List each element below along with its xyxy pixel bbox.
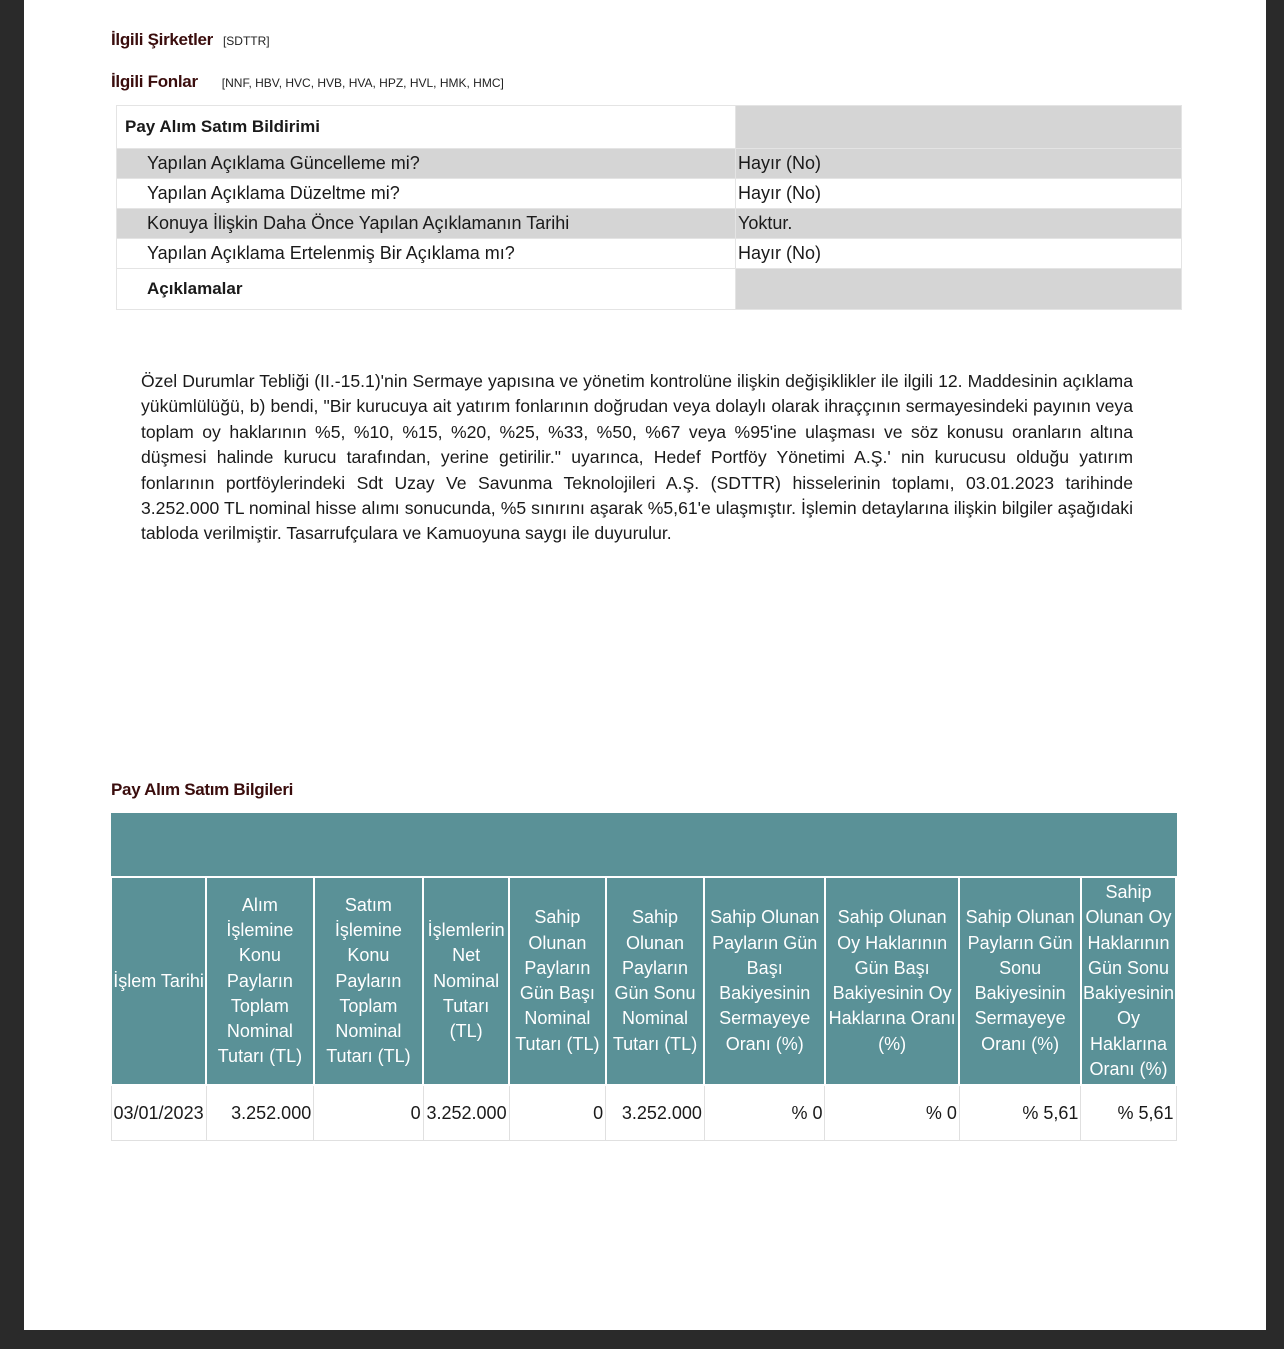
explanation-text: Özel Durumlar Tebliği (II.-15.1)'nin Sermaye yapısına ve yönetim kontrolüne ilişkin değişiklikler ile ilgili 12. Maddesinin açıklama yükümlülüğü, b) bendi, "Bir kurucuya ait yatırım fonlarının doğrudan veya dolaylı olarak ihraççının sermayesindeki payının veya toplam oy haklarının %5, %10, %15, %20, %25, %33, %50, %67 veya %95'ine ulaşması ve söz konusu oranların altına düşmesi halinde kurucu tarafından, yerine getirilir." uyarınca, Hedef Portföy Yönetimi A.Ş.' nin kurucusu olduğu yatırım fonlarının portföylerindeki Sdt Uzay Ve Savunma Teknolojileri A.Ş. (SDTTR) hisselerinin toplamı, 03.01.2023 tarihinde 3.252.000 TL nominal hisse alımı sonucunda, %5 sınırını aşarak %5,61'e ulaşmıştır. İşlemin detaylarına ilişkin bilgiler aşağıdaki tabloda verilmiştir. Tasarrufçulara ve Kamuoyuna saygı ile duyurulur. <box>141 371 1133 544</box>
notice-answer: Yoktur. <box>736 209 1182 239</box>
col-header: İşlem Tarihi <box>111 877 206 1085</box>
notice-row <box>117 179 1182 209</box>
notice-question: Yapılan Açıklama Düzeltme mi? <box>117 179 736 209</box>
table-row <box>111 1085 1176 1141</box>
col-header: Sahip Olunan Oy Haklarının Gün Sonu Bakiyesinin Oy Haklarına Oranı (%) <box>1081 877 1176 1085</box>
notice-answer: Hayır (No) <box>736 179 1182 209</box>
col-header: Sahip Olunan Oy Haklarının Gün Başı Bakiyesinin Oy Haklarına Oranı (%) <box>825 877 959 1085</box>
trades-title: Pay Alım Satım Bilgileri <box>111 780 294 799</box>
notice-row <box>117 209 1182 239</box>
cell: % 5,61 <box>1081 1085 1176 1141</box>
notice-answer: Hayır (No) <box>736 149 1182 179</box>
notice-question: Yapılan Açıklama Güncelleme mi? <box>117 149 736 179</box>
notice-title-value <box>736 106 1182 149</box>
col-header: Sahip Olunan Payların Gün Başı Bakiyesinin Sermayeye Oranı (%) <box>704 877 825 1085</box>
cell: 3.252.000 <box>206 1085 314 1141</box>
cell: 3.252.000 <box>423 1085 509 1141</box>
explanations-value <box>736 269 1182 310</box>
explanations-label: Açıklamalar <box>117 269 736 310</box>
notice-title: Pay Alım Satım Bildirimi <box>117 106 736 149</box>
cell-date: 03/01/2023 <box>111 1085 206 1141</box>
related-funds-codes[interactable]: [NNF, HBV, HVC, HVB, HVA, HPZ, HVL, HMK, HMC] <box>221 76 504 90</box>
cell: % 0 <box>704 1085 825 1141</box>
col-header: Sahip Olunan Payların Gün Sonu Bakiyesinin Sermayeye Oranı (%) <box>959 877 1081 1085</box>
col-header: İşlemlerin Net Nominal Tutarı (TL) <box>423 877 509 1085</box>
notice-row <box>117 149 1182 179</box>
col-header: Sahip Olunan Payların Gün Sonu Nominal Tutarı (TL) <box>606 877 705 1085</box>
trades-table <box>110 813 1177 1141</box>
trades-banner <box>111 814 1176 878</box>
col-header: Satım İşlemine Konu Payların Toplam Nominal Tutarı (TL) <box>314 877 423 1085</box>
cell: % 5,61 <box>959 1085 1081 1141</box>
related-funds <box>111 72 504 92</box>
related-funds-label: İlgili Fonlar <box>111 72 198 91</box>
notice-question: Konuya İlişkin Daha Önce Yapılan Açıklamanın Tarihi <box>117 209 736 239</box>
notice-question: Yapılan Açıklama Ertelenmiş Bir Açıklama mı? <box>117 239 736 269</box>
notice-row <box>117 239 1182 269</box>
related-companies-codes[interactable]: [SDTTR] <box>222 34 270 48</box>
related-companies <box>111 30 270 50</box>
col-header: Sahip Olunan Payların Gün Başı Nominal Tutarı (TL) <box>509 877 606 1085</box>
cell: 3.252.000 <box>606 1085 705 1141</box>
col-header: Alım İşlemine Konu Payların Toplam Nominal Tutarı (TL) <box>206 877 314 1085</box>
cell: 0 <box>509 1085 606 1141</box>
notice-answer: Hayır (No) <box>736 239 1182 269</box>
notice-table <box>116 105 1182 310</box>
trades-header-row <box>111 877 1176 1085</box>
document-page <box>24 0 1266 1330</box>
cell: % 0 <box>825 1085 959 1141</box>
cell: 0 <box>314 1085 423 1141</box>
related-companies-label: İlgili Şirketler <box>111 30 213 49</box>
